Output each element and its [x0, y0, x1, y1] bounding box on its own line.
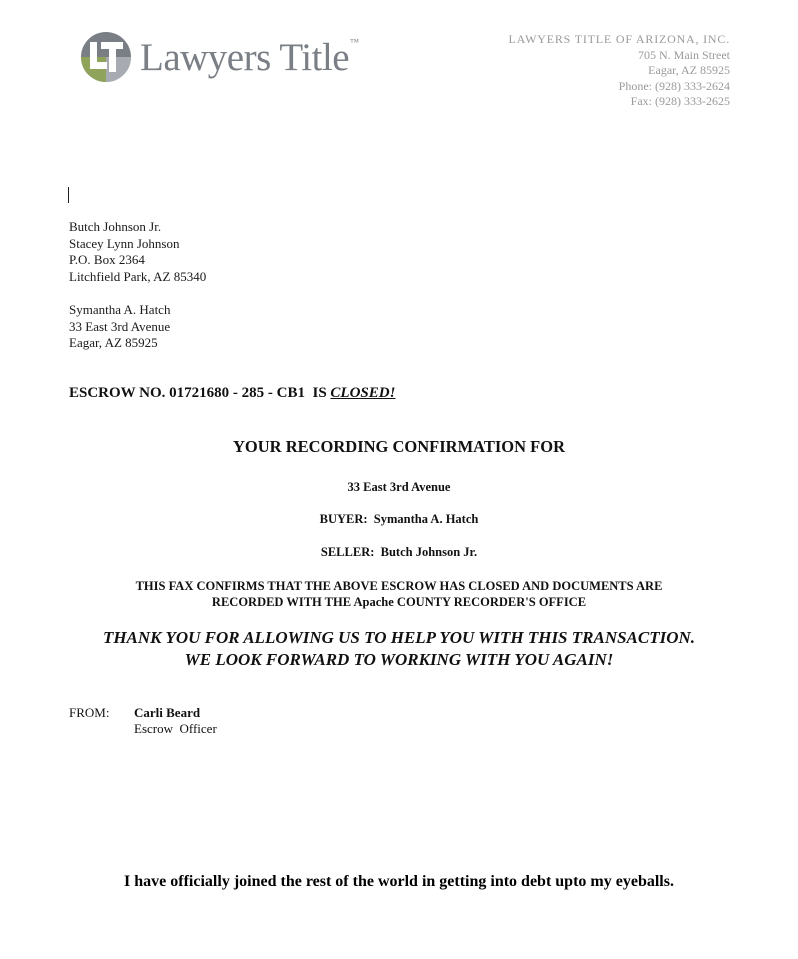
company-street: 705 N. Main Street: [638, 47, 730, 62]
address-line: 33 East 3rd Avenue: [69, 318, 171, 334]
sender-title: Escrow Officer: [134, 721, 217, 736]
escrow-number: ESCROW NO. 01721680 - 285 - CB1 IS: [69, 385, 331, 401]
address-line: P.O. Box 2364: [69, 252, 145, 268]
thank-you-line-2: WE LOOK FORWARD TO WORKING WITH YOU AGAIN!: [184, 650, 614, 669]
fax-confirmation-notice: [0, 578, 798, 610]
buyer-line: BUYER: Symantha A. Hatch: [319, 512, 479, 526]
escrow-status-line: [69, 385, 395, 402]
thank-you-line-1: THANK YOU FOR ALLOWING US TO HELP YOU WITH THIS TRANSACTION.: [102, 628, 696, 647]
address-line: Eagar, AZ 85925: [69, 335, 158, 351]
lawyers-title-logo-mark-icon: [80, 31, 132, 83]
from-label: FROM:: [69, 705, 110, 720]
address-line: Stacey Lynn Johnson: [69, 235, 180, 251]
company-city: Eagar, AZ 85925: [648, 63, 730, 77]
escrow-closed-status: CLOSED!: [330, 385, 396, 401]
thank-you-message: [0, 627, 798, 671]
fax-confirmation-line-2: RECORDED WITH THE Apache COUNTY RECORDER'S OFFICE: [211, 595, 587, 609]
image-caption: I have officially joined the rest of the world in getting into debt upto my eyeballs.: [124, 873, 674, 890]
address-line: Symantha A. Hatch: [69, 302, 171, 317]
address-line: Butch Johnson Jr.: [69, 219, 162, 234]
company-phone: Phone: (928) 333-2624: [618, 78, 730, 93]
recording-confirmation-title: YOUR RECORDING CONFIRMATION FOR: [233, 437, 565, 456]
recipient-address-2: [69, 302, 170, 352]
text-cursor: [68, 187, 69, 203]
sender-name: Carli Beard: [134, 705, 201, 720]
address-line: Litchfield Park, AZ 85340: [69, 269, 207, 285]
fax-confirmation-line-1: THIS FAX CONFIRMS THAT THE ABOVE ESCROW HAS CLOSED AND DOCUMENTS ARE: [135, 579, 663, 593]
company-logo: [80, 28, 358, 86]
seller-line: SELLER: Butch Johnson Jr.: [320, 545, 478, 559]
logo-trademark: ™: [350, 36, 359, 47]
company-name: LAWYERS TITLE OF ARIZONA, INC.: [508, 32, 730, 46]
logo-brand-text: Lawyers Title™: [140, 35, 359, 79]
property-address: 33 East 3rd Avenue: [347, 480, 451, 494]
company-fax: Fax: (928) 333-2625: [630, 94, 730, 108]
recipient-address-1: [69, 219, 206, 286]
company-address-block: [509, 32, 730, 110]
